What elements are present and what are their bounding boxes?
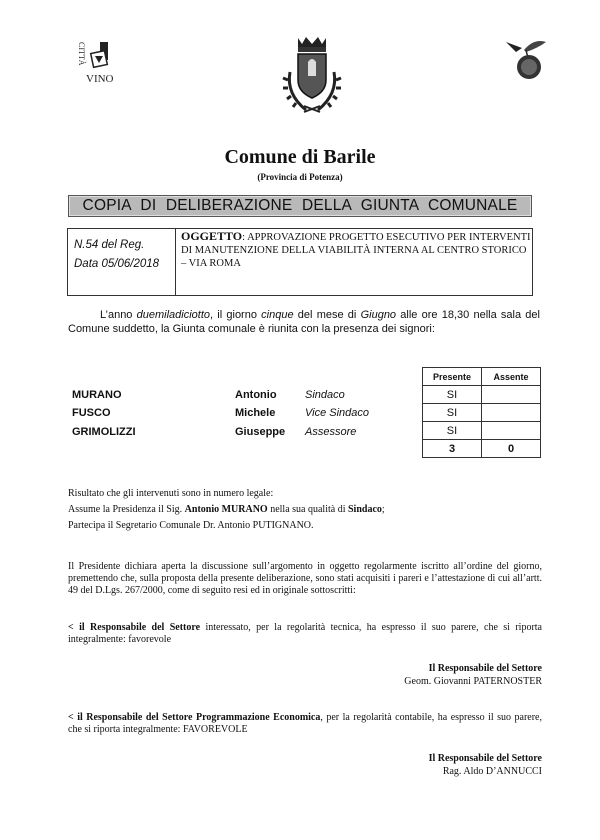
table-row — [423, 422, 541, 440]
member-role: Assessore — [305, 426, 357, 438]
present-cell: SI — [423, 386, 482, 404]
accounting-signature — [429, 752, 542, 778]
quorum-section — [68, 486, 544, 534]
presidency-text: nella sua qualità di — [267, 504, 348, 515]
signer-name: Geom. Giovanni PATERNOSTER — [404, 676, 542, 687]
intro-text: L’anno — [100, 309, 137, 321]
day-words: cinque — [261, 309, 294, 321]
signer-name: Rag. Aldo D’ANNUCCI — [442, 766, 542, 777]
present-cell: SI — [423, 404, 482, 422]
quorum-line: Risultato che gli intervenuti sono in numero legale: — [68, 488, 274, 499]
intro-paragraph — [68, 308, 540, 336]
president-name: Antonio MURANO — [184, 504, 268, 515]
subject-text: : APPROVAZIONE PROGETTO ESECUTIVO PER INTERVENTI DI MANUTENZIONE DELLA VIABILITÀ INTERNA AL CENTRO STORICO – VIA ROMA — [181, 232, 531, 269]
attendance-table — [422, 367, 541, 458]
opinion-subject: Responsabile del Settore — [90, 622, 201, 633]
opinion-text: interessato, per la regolarità tecnica, ha espresso il suo parere, che si riporta integralmente: favorevole — [68, 622, 542, 645]
member-name: Antonio — [235, 389, 277, 401]
registry-number: N.54 del Reg. — [74, 239, 145, 251]
member-surname: FUSCO — [72, 407, 111, 419]
page-title: Comune di Barile — [224, 146, 376, 168]
column-header-absent: Assente — [482, 368, 541, 386]
subject-label: OGGETTO — [181, 229, 243, 243]
signer-title: Il Responsabile del Settore — [428, 663, 542, 674]
presidency-line — [68, 502, 544, 518]
opinion-subject: Responsabile del Settore Programmazione Economica — [86, 712, 321, 723]
registry-date: Data 05/06/2018 — [74, 258, 160, 270]
coat-of-arms-icon — [276, 34, 348, 126]
secretary-line: Partecipa il Segretario Comunale Dr. Antonio PUTIGNANO. — [68, 520, 314, 531]
accounting-opinion — [68, 712, 542, 736]
signer-title: Il Responsabile del Settore — [428, 753, 542, 764]
intro-text: alle ore 18,30 nella sala del Comune suddetto, la Giunta comunale è riunita con la presenza dei signori: — [68, 309, 540, 335]
discussion-paragraph: Il Presidente dichiara aperta la discussione sull’argomento in oggetto regolarmente iscritto all’ordine del giorno, premettendo che, sulla proposta della presente deliberazione, sono stati acquisiti i pareri e l’attestazione di cui all’artt. 49 del D.Lgs. 267/2000, come di seguito resi ed in originale sottoscritti: — [68, 561, 542, 596]
technical-signature — [404, 662, 542, 688]
presidency-text: Assume la Presidenza il Sig. — [68, 504, 185, 515]
presidency-text: ; — [381, 504, 385, 515]
member-name: Giuseppe — [235, 426, 286, 438]
intro-text: , il giorno — [210, 309, 262, 321]
fruit-logo-icon — [504, 38, 550, 82]
document-type-banner: COPIA DI DELIBERAZIONE DELLA GIUNTA COMUNALE — [68, 195, 532, 217]
opinion-prefix: < il — [68, 622, 91, 633]
member-role: Sindaco — [305, 389, 345, 401]
technical-opinion — [68, 622, 542, 646]
intro-text: del mese di — [293, 309, 361, 321]
present-cell: SI — [423, 422, 482, 440]
absent-cell — [482, 404, 541, 422]
member-role: Vice Sindaco — [305, 407, 370, 419]
member-surname: GRIMOLIZZI — [72, 426, 136, 438]
province-subtitle: (Provincia di Potenza) — [257, 172, 343, 182]
svg-text:VINO: VINO — [86, 73, 114, 84]
member-surname: MURANO — [72, 389, 122, 401]
totals-row — [423, 440, 541, 458]
registry-box — [67, 228, 533, 296]
month-name: Giugno — [360, 309, 397, 321]
year-words: duemiladiciotto — [136, 309, 211, 321]
registry-info — [68, 229, 176, 295]
table-row — [423, 404, 541, 422]
absent-cell — [482, 386, 541, 404]
citta-del-vino-logo — [76, 38, 120, 84]
table-row — [423, 386, 541, 404]
member-name: Michele — [235, 407, 276, 419]
svg-text:CITTÀ: CITTÀ — [77, 42, 86, 66]
president-role: Sindaco — [347, 504, 382, 515]
column-header-present: Presente — [423, 368, 482, 386]
total-present: 3 — [423, 440, 482, 458]
table-header-row — [423, 368, 541, 386]
subject-field — [176, 229, 532, 295]
total-absent: 0 — [482, 440, 541, 458]
opinion-prefix: < il — [68, 712, 87, 723]
absent-cell — [482, 422, 541, 440]
opinion-text: , per la regolarità contabile, ha espresso il suo parere, che si riporta integralmente: FAVOREVOLE — [68, 712, 542, 735]
